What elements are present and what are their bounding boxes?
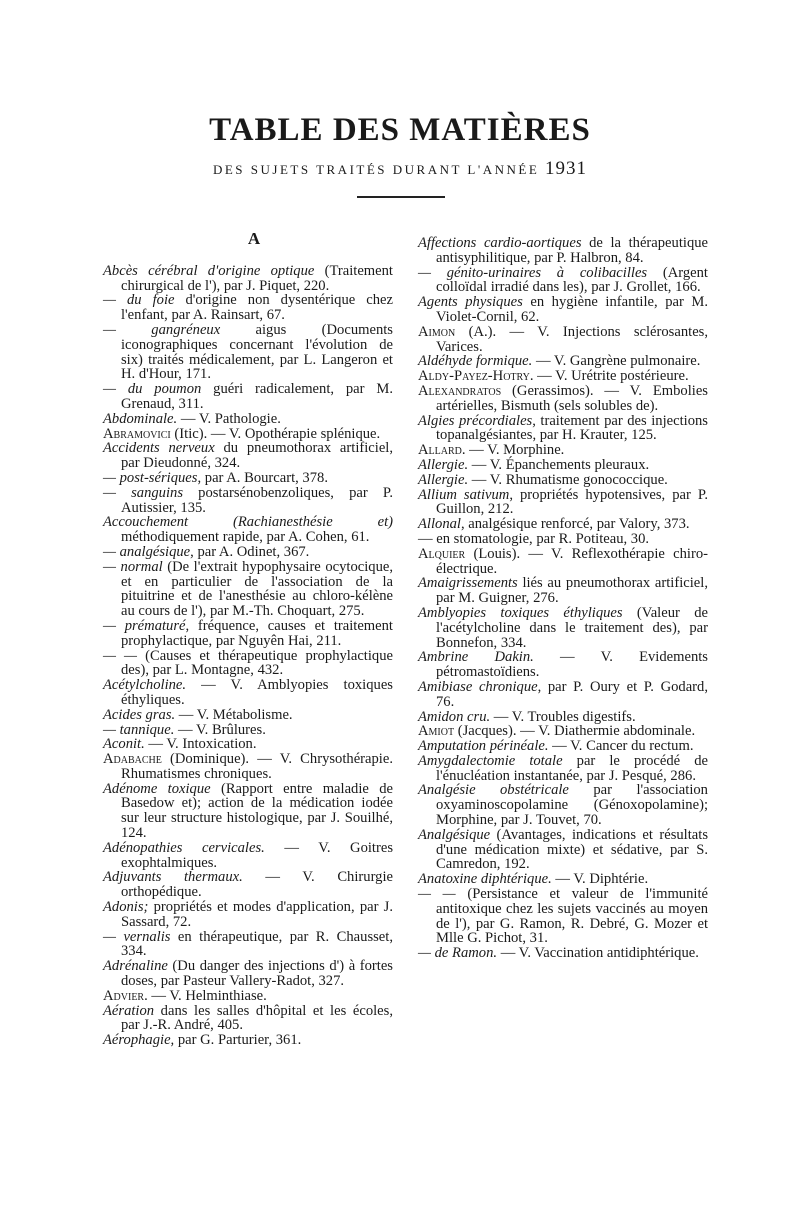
entry-heading: Aérophagie,	[103, 1032, 175, 1049]
entry-heading: Aimon	[418, 323, 456, 340]
index-entry	[103, 752, 393, 782]
entry-text: propriétés et modes d'application, par J. Sassard, 72.	[121, 899, 393, 930]
index-entry	[418, 680, 708, 710]
entry-text: (Rapport entre maladie de Basedow et); action de la médication iodée sur leur structure histologique, par J. Souilhé, 124.	[121, 780, 393, 842]
entry-text: liés au pneumothorax artificiel, par M. Guigner, 276.	[436, 575, 708, 607]
entry-text: — V. Brûlures.	[174, 721, 266, 738]
entry-text: , propriétés hypotensives, par P. Guillon, 212.	[436, 486, 708, 518]
index-entry	[418, 236, 708, 266]
index-entry	[418, 724, 708, 739]
index-entry	[418, 354, 708, 369]
entry-heading: — gangréneux	[103, 321, 221, 338]
index-entry	[418, 517, 708, 532]
entry-heading: Alexandratos	[418, 382, 502, 399]
entry-heading: — —	[103, 647, 138, 664]
index-entry	[418, 532, 708, 547]
index-entry	[418, 414, 708, 444]
entry-heading: Accouchement (Rachianesthésie et)	[103, 514, 393, 531]
entry-heading: — prématuré	[103, 617, 186, 634]
entry-heading: Aconit.	[103, 736, 145, 753]
entry-heading: — de Ramon.	[418, 945, 498, 962]
right-column	[418, 236, 708, 961]
index-entry	[418, 325, 708, 355]
entry-text: — V. Troubles digestifs.	[490, 708, 636, 725]
entry-heading: Adénopathies cervicales.	[103, 839, 265, 856]
left-column	[103, 229, 394, 1049]
index-entry	[103, 264, 393, 294]
entry-heading: Aération	[103, 1002, 155, 1019]
entry-text: d'origine non dysentérique chez l'enfant, par A. Rainsart, 67.	[121, 292, 393, 324]
entry-text: — V. Goitres exophtalmiques.	[121, 839, 393, 871]
entry-heading: Allergie.	[418, 471, 469, 488]
entry-text: (A.). — V. Injections sclérosantes, Varices.	[436, 323, 708, 355]
index-entry	[103, 293, 393, 323]
index-entry	[418, 783, 708, 827]
entry-text: — V. Amblyopies toxiques éthyliques.	[121, 677, 393, 708]
entry-text: , traitement par des injections topanalgésiantes, par H. Krauter, 125.	[436, 412, 708, 444]
page-subtitle	[0, 158, 800, 180]
entry-heading: Amputation périnéale.	[418, 738, 549, 755]
entry-text: de la thérapeutique antisyphilitique, par P. Halbron, 84.	[436, 235, 709, 266]
entry-text: guéri radicalement, par M. Grenaud, 311.	[121, 381, 393, 412]
entry-text: — V. Evidements pétromastoïdiens.	[436, 649, 708, 681]
entry-heading: Adrénaline	[103, 958, 168, 975]
entry-heading: — tannique.	[103, 721, 175, 738]
entry-heading: Ambrine Dakin.	[418, 649, 534, 666]
entry-text: aigus (Documents iconographiques concernant l'évolution de six) traités médicalement, par L. Langeron et H. d'Hour, 171.	[121, 321, 393, 383]
entry-text: , par P. Oury et P. Godard, 76.	[436, 678, 708, 710]
entry-heading: Allium sativum	[418, 486, 510, 503]
index-entry	[418, 458, 708, 473]
entry-text: , par A. Odinet, 367.	[190, 543, 310, 560]
entry-heading: Acides gras.	[103, 706, 176, 723]
index-entry	[103, 382, 393, 412]
index-entry	[418, 547, 708, 577]
entry-heading: Abramovici	[103, 425, 171, 442]
entry-heading: Amaigrissements	[418, 575, 518, 592]
entry-text: (Traitement chirurgical de l'), par J. Piquet, 220.	[121, 262, 393, 294]
index-entry	[418, 384, 708, 414]
entry-text: (Causes et thérapeutique prophylactique des), par L. Montagne, 432.	[121, 647, 393, 679]
entry-text: (Jacques). — V. Diathermie abdominale.	[454, 723, 696, 740]
entry-text: (Valeur de l'acétylcholine dans le traitement des), par Bonnefon, 334.	[436, 604, 708, 651]
entry-text: (Du danger des injections d') à fortes doses, par Pasteur Vallery-Radot, 327.	[121, 958, 393, 990]
left-entry-list	[103, 264, 393, 1048]
index-entry	[103, 841, 393, 871]
entry-heading: — vernalis	[103, 928, 171, 945]
entry-text: (Dominique). — V. Chrysothérapie. Rhumatismes chroniques.	[121, 751, 393, 782]
entry-text: — V. Intoxication.	[144, 736, 257, 753]
index-entry	[103, 737, 393, 752]
entry-heading: — analgésique	[103, 543, 191, 560]
entry-heading: Analgésie obstétricale	[418, 782, 569, 799]
index-entry	[103, 560, 393, 619]
index-entry	[418, 650, 708, 680]
index-entry	[103, 441, 393, 471]
entry-text: — en stomatologie, par R. Potiteau, 30.	[418, 530, 650, 547]
entry-heading: — du foie	[103, 292, 175, 309]
entry-heading: — génito-urinaires à colibacilles	[418, 264, 648, 281]
index-entry	[418, 443, 708, 458]
index-entry	[103, 930, 393, 960]
index-entry	[418, 488, 708, 518]
entry-text: — V. Pathologie.	[177, 410, 281, 427]
index-entry	[418, 946, 708, 961]
index-entry	[103, 619, 393, 649]
entry-heading: Amiot	[418, 723, 455, 740]
index-entry	[103, 708, 393, 723]
entry-heading: Allergie.	[418, 456, 469, 473]
subtitle-year: 1931	[545, 158, 588, 179]
entry-heading: Acétylcholine.	[103, 677, 187, 694]
index-entry	[418, 828, 708, 872]
entry-text: méthodiquement rapide, par A. Cohen, 61.	[121, 529, 370, 546]
entry-text: — V. Helminthiase.	[147, 987, 267, 1004]
index-entry	[418, 872, 708, 887]
entry-heading: Advier.	[103, 987, 148, 1004]
entry-text: , par A. Bourcart, 378.	[197, 469, 328, 486]
entry-heading: Aldéhyde formique.	[418, 353, 533, 370]
entry-text: — V. Vaccination antidiphtérique.	[497, 945, 699, 962]
index-entry	[103, 870, 393, 900]
index-entry	[103, 515, 393, 545]
entry-text: — V. Cancer du rectum.	[548, 738, 694, 755]
entry-heading: Abdominale.	[103, 410, 178, 427]
entry-heading: Alquier	[418, 545, 466, 562]
entry-heading: — du poumon	[103, 381, 202, 398]
index-entry	[418, 369, 708, 384]
subtitle-text: DES SUJETS TRAITÉS DURANT L'ANNÉE	[212, 162, 540, 177]
entry-heading: Adonis;	[103, 899, 149, 916]
entry-heading: Aldy-Payez-Hotry.	[418, 368, 534, 385]
entry-heading: Adabache	[103, 751, 162, 768]
entry-text: (Louis). — V. Reflexothérapie chiro-électrique.	[436, 545, 708, 577]
index-entry	[103, 649, 393, 679]
entry-heading: Anatoxine diphtérique.	[418, 871, 552, 888]
entry-text: — V. Urétrite postérieure.	[533, 368, 689, 385]
entry-text: (De l'extrait hypophysaire ocytocique, et en particulier de l'association de la pituitrine et de l'anesthésie au chloro-kélène au cours de l'), par M.-Th. Choquart, 275.	[121, 558, 393, 620]
entry-text: en thérapeutique, par R. Chausset, 334.	[121, 928, 393, 960]
entry-text: (Persistance et valeur de l'immunité antitoxique chez les sujets vaccinés au moyen de l'), par G. Ramon, R. Debré, G. Mozer et Mlle G. Pichot, 31.	[436, 886, 708, 947]
entry-text: — V. Métabolisme.	[175, 706, 293, 723]
entry-text: dans les salles d'hôpital et les écoles, par J.-R. André, 405.	[121, 1002, 393, 1034]
entry-heading: Accidents nerveux	[103, 440, 215, 457]
index-entry	[103, 412, 393, 427]
entry-text: (Argent colloïdal irradié dans les), par J. Grollet, 166.	[436, 264, 708, 296]
index-entry	[103, 900, 393, 930]
entry-text: — V. Diphtérie.	[551, 871, 649, 888]
index-entry	[103, 782, 393, 841]
entry-text: (Itic). — V. Opothérapie splénique.	[170, 425, 381, 442]
entry-text: postarsénobenzoliques, par P. Autissier, 135.	[121, 484, 393, 516]
index-entry	[418, 754, 708, 784]
right-entry-list	[418, 236, 708, 961]
entry-text: (Avantages, indications et résultats d'une médication mixte) et sédative, par S. Camredon, 192.	[436, 826, 708, 873]
entry-heading: Amygdalectomie totale	[418, 752, 563, 769]
index-entry	[418, 887, 708, 946]
title-rule	[357, 196, 445, 198]
index-entry	[418, 576, 708, 606]
index-entry	[418, 606, 708, 650]
entry-text: , analgésique renforcé, par Valory, 373.	[460, 516, 690, 533]
entry-heading: Amidon cru.	[418, 708, 491, 725]
entry-heading: Amibiase chronique	[418, 678, 538, 695]
entry-heading: Abcès cérébral d'origine optique	[103, 262, 315, 279]
entry-heading: — normal	[103, 558, 163, 575]
entry-text: , fréquence, causes et traitement prophylactique, par Nguyên Hai, 211.	[121, 617, 393, 649]
entry-text: du pneumothorax artificiel, par Dieudonné, 324.	[121, 440, 394, 472]
index-entry	[103, 427, 393, 442]
entry-heading: Amblyopies toxiques éthyliques	[418, 604, 623, 621]
page-title: TABLE DES MATIÈRES	[209, 112, 591, 148]
entry-heading: Allonal	[418, 516, 461, 533]
section-letter: A	[247, 229, 261, 248]
entry-text: en hygiène infantile, par M. Violet-Cornil, 62.	[436, 294, 708, 325]
index-entry	[103, 723, 393, 738]
index-entry	[418, 739, 708, 754]
entry-text: par l'association oxyaminoscopolamine (Génoxopolamine); Morphine, par J. Touvet, 70.	[436, 782, 708, 829]
entry-heading: Analgésique	[418, 826, 491, 843]
index-entry	[103, 471, 393, 486]
index-entry	[418, 710, 708, 725]
entry-heading: Algies précordiales	[418, 412, 533, 429]
entry-text: par G. Parturier, 361.	[174, 1032, 302, 1049]
index-entry	[103, 959, 393, 989]
index-entry	[103, 545, 393, 560]
entry-heading: Adénome toxique	[103, 780, 211, 797]
entry-heading: — —	[418, 886, 456, 903]
entry-text: (Gerassimos). — V. Embolies artérielles, Bismuth (sels solubles de).	[436, 382, 708, 414]
entry-text: — V. Rhumatisme gonococcique.	[468, 471, 668, 488]
index-entry	[103, 989, 393, 1004]
index-entry	[418, 295, 708, 325]
entry-heading: Agents physiques	[418, 294, 523, 311]
entry-text: — V. Épanchements pleuraux.	[468, 456, 650, 473]
entry-heading: Allard.	[418, 442, 466, 459]
entry-heading: — sanguins	[103, 484, 184, 501]
entry-text: — V. Morphine.	[465, 442, 565, 459]
index-entry	[103, 1033, 393, 1048]
entry-text: — V. Gangrène pulmonaire.	[532, 353, 701, 370]
index-entry	[418, 266, 708, 296]
index-entry	[103, 678, 393, 708]
index-entry	[103, 1004, 393, 1034]
entry-heading: Affections cardio-aortiques	[418, 235, 582, 251]
entry-heading: — post-sériques	[103, 469, 198, 486]
index-entry	[418, 473, 708, 488]
entry-text: — V. Chirurgie orthopédique.	[121, 869, 393, 901]
index-entry	[103, 323, 393, 382]
index-entry	[103, 486, 393, 516]
entry-heading: Adjuvants thermaux.	[103, 869, 243, 886]
entry-text: par le procédé de l'énucléation instantanée, par J. Pesqué, 286.	[436, 752, 709, 784]
